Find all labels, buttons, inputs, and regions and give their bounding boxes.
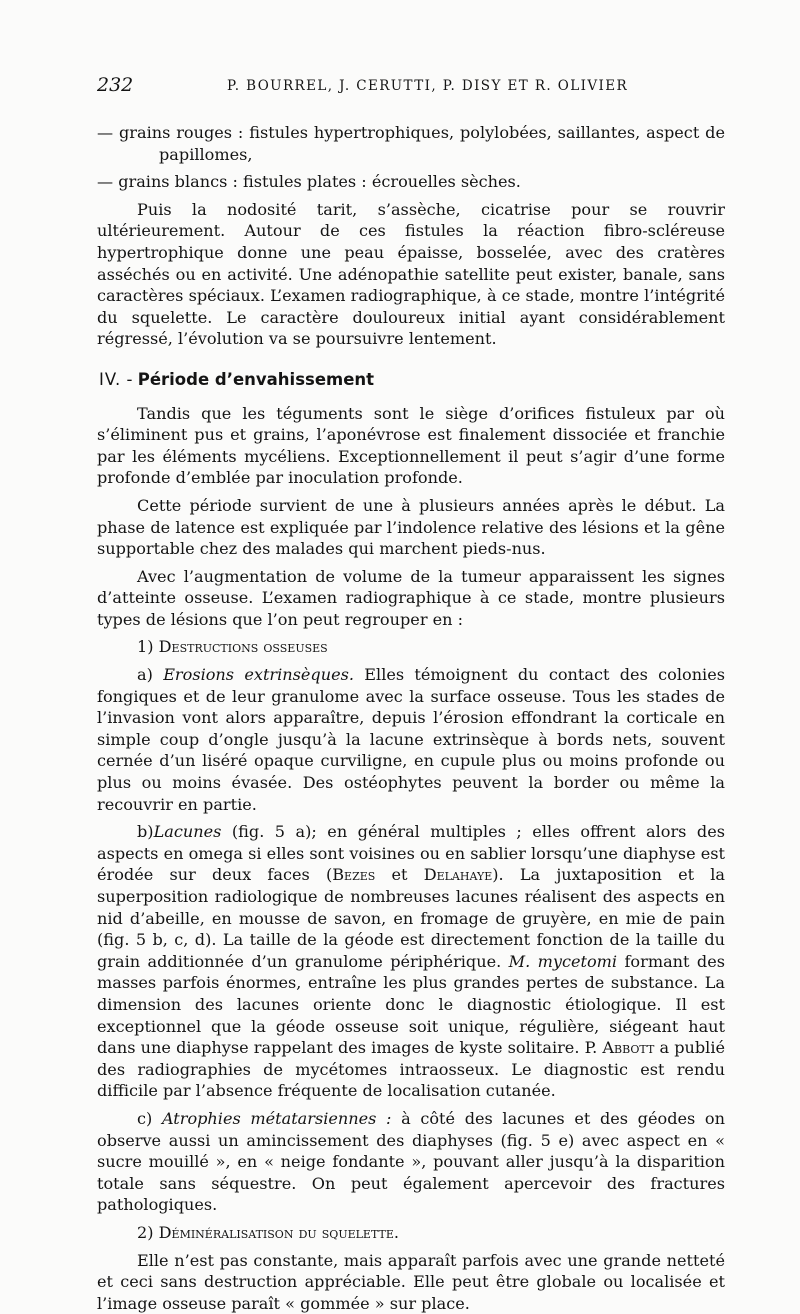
item-label: c) <box>137 1109 162 1128</box>
item-term: Lacunes <box>154 822 222 841</box>
section-title: Période d’envahissement <box>138 370 374 389</box>
paragraph-invasion: Tandis que les téguments sont le siège d’orifices fistuleux par où s’éliminent pus et grains, l’aponévrose est finalement dissociée et franchie par les éléments mycéliens. Exceptionnellement il peut s’agir d’une forme profonde d’emblée par inoculation profonde. <box>97 403 725 489</box>
item-text: Elles témoignent du contact des colonies fongiques et de leur granulome avec la surface osseuse. Tous les stades de l’invasion vont alors apparaître, depuis l’érosion effondrant la corticale en simple coup d’ongle jusqu’à la lacune extrinsèque à bords nets, souvent cernée d’un liséré opaque curviligne, en cupule plus ou moins profonde ou plus ou moins évasée. Des ostéophytes peuvent la border ou même la recouvrir en partie. <box>97 665 725 814</box>
subheading-bone-destruction <box>97 636 725 658</box>
paragraph-bone-involvement: Avec l’augmentation de volume de la tumeur apparaissent les signes d’atteinte osseuse. L’examen radiographique à ce stade, montre plusieurs types de lésions que l’on peut regrouper en : <box>97 566 725 631</box>
body-text <box>97 122 725 1314</box>
paragraph-latency: Cette période survient de une à plusieurs années après le début. La phase de latence est expliquée par l’indolence relative des lésions et la gêne supportable chez des malades qui marchent pieds-nus. <box>97 495 725 560</box>
running-head-authors: P. BOURREL, J. CERUTTI, P. DISY ET R. OLIVIER <box>227 78 628 94</box>
paragraph-lacunes <box>97 821 725 1102</box>
paragraph-atrophies <box>97 1108 725 1216</box>
item-text: à côté des lacunes et des géodes on observe aussi un amincissement des diaphyses (fig. 5 e) avec aspect en « sucre mouillé », en « neige fondante », pouvant aller jusqu’à la disparition totale sans séquestre. On peut également apercevoir des fractures pathologiques. <box>97 1109 725 1214</box>
item-term: Erosions extrinsèques. <box>163 665 354 684</box>
item-text: (fig. 5 a); en général multiples ; elles offrent alors des aspects en omega si elles sont voisines ou en sablier lorsqu’une diaphyse est érodée sur deux faces ( <box>97 822 725 884</box>
section-number: IV. <box>99 370 121 389</box>
list-item-white-grains: — grains blancs : fistules plates : écrouelles sèches. <box>97 171 725 193</box>
item-text: ). La juxtaposition et la superposition radiologique de nombreuses lacunes réalisent des aspects en nid d’abeille, en mousse de savon, en fromage de gruyère, en mie de pain (fig. 5 b, c, d). La taille de la géode est directement fonction de la taille du grain additionnée d’un granulome périphérique. <box>97 865 725 970</box>
section-heading <box>99 369 725 391</box>
item-text: formant des masses parfois énormes, entraîne les plus grandes pertes de substance. La dimension des lacunes oriente donc le diagnostic étiologique. Il est exceptionnel que la géode osseuse soit unique, régulière, siégeant haut dans une diaphyse rappelant des images de kyste solitaire. P. <box>97 952 725 1057</box>
subheading-number: 2) <box>137 1223 159 1242</box>
item-text: et <box>375 865 423 884</box>
paragraph-erosions <box>97 664 725 815</box>
item-term: Atrophies métatarsiennes : <box>162 1109 392 1128</box>
item-label: b) <box>137 822 154 841</box>
species-name: M. mycetomi <box>509 952 617 971</box>
author-name: Bezes <box>332 865 375 884</box>
subheading-demineralisation <box>97 1222 725 1244</box>
paragraph-fistula-evolution: Puis la nodosité tarit, s’assèche, cicatrise pour se rouvrir ultérieurement. Autour de ces fistules la réaction fibro-scléreuse hypertrophique donne une peau épaisse, bosselée, avec des cratères asséchés ou en activité. Une adénopathie satellite peut exister, banale, sans caractères spéciaux. L’examen radiographique, à ce stade, montre l’intégrité du squelette. Le caractère douloureux initial ayant considérablement régressé, l’évolution va se poursuivre lentement. <box>97 199 725 350</box>
list-item-red-grains: — grains rouges : fistules hypertrophiques, polylobées, saillantes, aspect de papillomes, <box>97 122 725 165</box>
page-number: 232 <box>97 74 133 96</box>
author-name: Delahaye <box>424 865 493 884</box>
item-text: a publié des radiographies de mycétomes intraosseux. Le diagnostic est rendu difficile par l’absence fréquente de localisation cutanée. <box>97 1038 725 1100</box>
paragraph-demineralisation: Elle n’est pas constante, mais apparaît parfois avec une grande netteté et ceci sans destruction appréciable. Elle peut être globale ou localisée et l’image osseuse paraît « gommée » sur place. <box>97 1250 725 1314</box>
subheading-title: Déminéralisatison du squelette. <box>159 1223 399 1242</box>
section-separator: - <box>121 370 137 389</box>
subheading-title: Destructions osseuses <box>159 637 328 656</box>
item-label: a) <box>137 665 163 684</box>
page-header <box>97 74 727 104</box>
author-name: Abbott <box>602 1038 654 1057</box>
subheading-number: 1) <box>137 637 159 656</box>
